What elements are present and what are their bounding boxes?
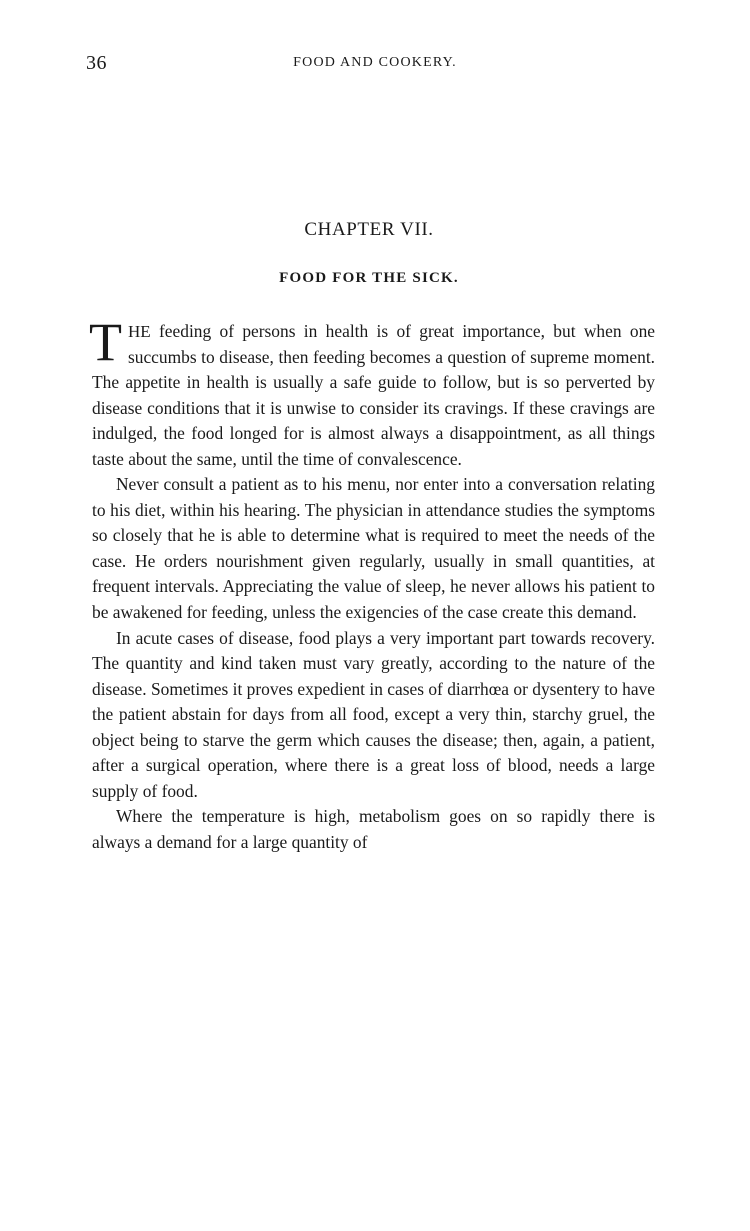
- running-head: FOOD AND COOKERY.: [293, 55, 457, 70]
- paragraph-3: In acute cases of disease, food plays a very important part towards recovery. The quantity and kind taken must vary greatly, according to the nature of the disease. Sometimes it proves expedient in cases of diarrhœa or dysentery to have the patient abstain for days from all food, except a very thin, starchy gruel, the object being to starve the germ which causes the disease; then, again, a patient, after a surgical operation, where there is a great loss of blood, needs a large supply of food.: [92, 627, 655, 801]
- paragraph-1-text: feeding of persons in health is of great importance, but when one succumbs to disease, then feeding becomes a question of supreme moment. The appetite in health is usually a safe guide to follow, but is so perverted by disease conditions that it is unwise to consider its cravings. If these cravings are indulged, the food longed for is almost always a disappointment, as all things taste about the same, until the time of convalescence.: [92, 321, 655, 469]
- paragraph-1: [89, 312, 655, 472]
- chapter-title: CHAPTER VII.: [304, 219, 434, 240]
- paragraph-2: Never consult a patient as to his menu, nor enter into a conversation relating to his diet, within his hearing. The physician in attendance studies the symptoms so closely that he is able to determine what is required to meet the needs of the case. He orders nourishment given regularly, usually in small quantities, at frequent intervals. Appreciating the value of sleep, he never allows his patient to be awakened for feeding, unless the exigencies of the case create this demand.: [92, 474, 655, 623]
- lead-caps: HE: [128, 322, 151, 341]
- paragraph-4: Where the temperature is high, metabolism goes on so rapidly there is always a demand for a large quantity of: [92, 806, 655, 852]
- body-text: [89, 312, 655, 855]
- page-number: 36: [86, 52, 107, 74]
- drop-cap: T: [89, 312, 122, 372]
- chapter-subtitle: FOOD FOR THE SICK.: [279, 270, 459, 286]
